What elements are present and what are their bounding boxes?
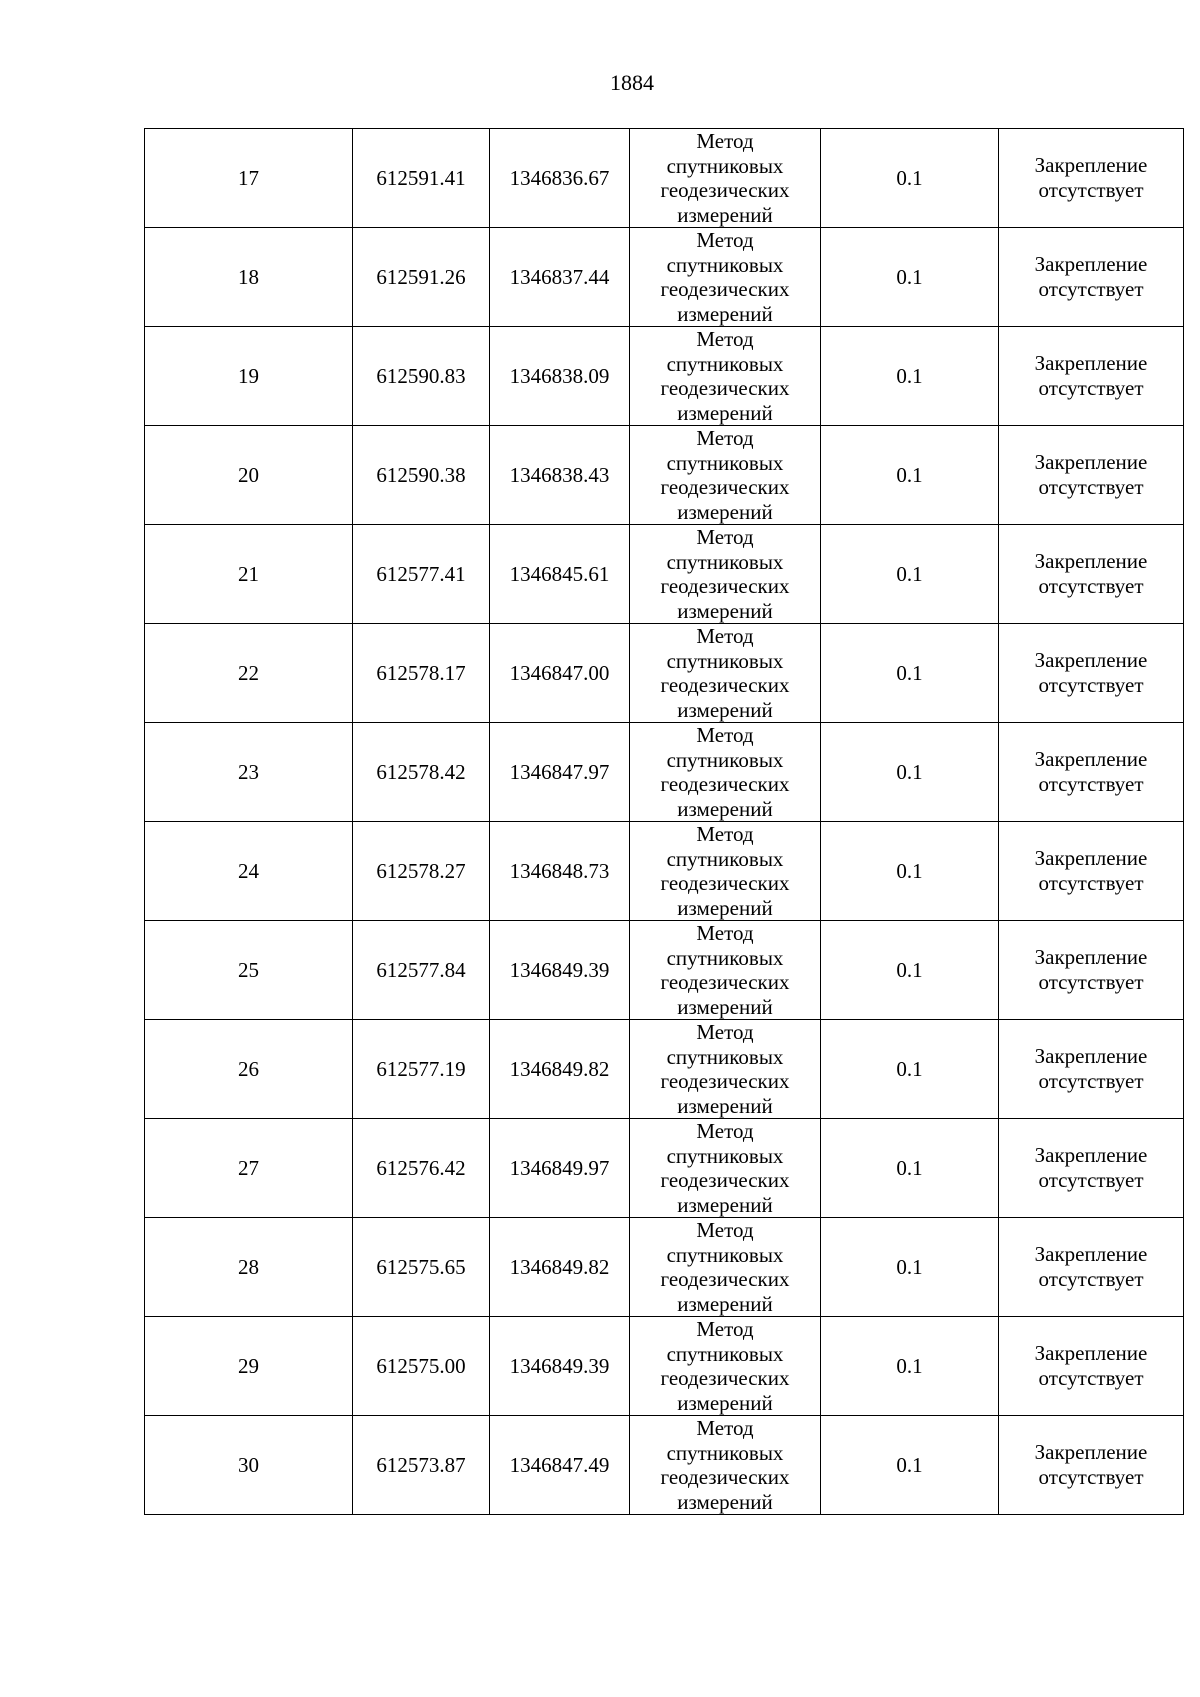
method-line: геодезических — [660, 1069, 790, 1093]
fixation-cell — [999, 624, 1184, 723]
method-line: Метод — [696, 723, 754, 747]
y-coordinate-cell: 1346849.97 — [490, 1119, 630, 1218]
method-line: Метод — [696, 822, 754, 846]
y-coordinate-cell: 1346845.61 — [490, 525, 630, 624]
method-line: спутниковых — [666, 549, 784, 574]
x-coordinate-cell: 612575.00 — [353, 1317, 490, 1416]
method-cell — [630, 921, 821, 1020]
coordinates-table — [144, 128, 1184, 1515]
method-line: геодезических — [660, 1465, 790, 1489]
method-line: Метод — [696, 1218, 754, 1242]
method-line: геодезических — [660, 871, 790, 895]
table-row — [145, 1218, 1184, 1317]
method-line: Метод — [696, 1317, 754, 1341]
fixation-cell — [999, 822, 1184, 921]
method-line: измерений — [677, 301, 773, 326]
method-cell — [630, 723, 821, 822]
method-line: Метод — [696, 426, 754, 450]
accuracy-cell: 0.1 — [821, 327, 999, 426]
method-line: измерений — [677, 1093, 773, 1118]
x-coordinate-cell: 612577.41 — [353, 525, 490, 624]
table-row — [145, 426, 1184, 525]
point-number-cell: 25 — [145, 921, 353, 1020]
y-coordinate-cell: 1346849.82 — [490, 1020, 630, 1119]
accuracy-cell: 0.1 — [821, 129, 999, 228]
method-line: измерений — [677, 994, 773, 1019]
table-row — [145, 327, 1184, 426]
method-cell — [630, 1119, 821, 1218]
method-line: спутниковых — [666, 252, 784, 277]
accuracy-cell: 0.1 — [821, 1416, 999, 1515]
method-line: измерений — [677, 1489, 773, 1514]
table-row — [145, 129, 1184, 228]
fixation-cell — [999, 228, 1184, 327]
fixation-line: Закрепление — [1034, 153, 1148, 177]
fixation-line: отсутствует — [1038, 1168, 1144, 1192]
method-line: спутниковых — [666, 1440, 784, 1465]
method-line: спутниковых — [666, 1143, 784, 1168]
method-line: спутниковых — [666, 846, 784, 871]
method-line: геодезических — [660, 1366, 790, 1390]
point-number-cell: 19 — [145, 327, 353, 426]
fixation-line: отсутствует — [1038, 178, 1144, 202]
fixation-cell — [999, 1317, 1184, 1416]
x-coordinate-cell: 612590.83 — [353, 327, 490, 426]
accuracy-cell: 0.1 — [821, 1218, 999, 1317]
x-coordinate-cell: 612578.42 — [353, 723, 490, 822]
point-number-cell: 28 — [145, 1218, 353, 1317]
method-line: Метод — [696, 525, 754, 549]
method-cell — [630, 624, 821, 723]
fixation-line: Закрепление — [1034, 945, 1148, 969]
method-line: спутниковых — [666, 1044, 784, 1069]
table-row — [145, 822, 1184, 921]
table-row — [145, 1317, 1184, 1416]
point-number-cell: 20 — [145, 426, 353, 525]
point-number-cell: 27 — [145, 1119, 353, 1218]
method-cell — [630, 1317, 821, 1416]
fixation-cell — [999, 921, 1184, 1020]
fixation-line: Закрепление — [1034, 450, 1148, 474]
accuracy-cell: 0.1 — [821, 525, 999, 624]
y-coordinate-cell: 1346849.39 — [490, 921, 630, 1020]
method-line: измерений — [677, 499, 773, 524]
method-line: спутниковых — [666, 648, 784, 673]
method-line: спутниковых — [666, 1341, 784, 1366]
x-coordinate-cell: 612575.65 — [353, 1218, 490, 1317]
method-cell — [630, 327, 821, 426]
x-coordinate-cell: 612577.19 — [353, 1020, 490, 1119]
point-number-cell: 22 — [145, 624, 353, 723]
method-cell — [630, 129, 821, 228]
table-row — [145, 1119, 1184, 1218]
method-line: измерений — [677, 796, 773, 821]
x-coordinate-cell: 612578.27 — [353, 822, 490, 921]
method-line: Метод — [696, 327, 754, 351]
method-line: геодезических — [660, 673, 790, 697]
y-coordinate-cell: 1346849.82 — [490, 1218, 630, 1317]
x-coordinate-cell: 612573.87 — [353, 1416, 490, 1515]
point-number-cell: 23 — [145, 723, 353, 822]
fixation-cell — [999, 426, 1184, 525]
table-row — [145, 723, 1184, 822]
accuracy-cell: 0.1 — [821, 822, 999, 921]
method-line: измерений — [677, 598, 773, 623]
fixation-line: отсутствует — [1038, 574, 1144, 598]
method-line: геодезических — [660, 970, 790, 994]
method-line: Метод — [696, 921, 754, 945]
x-coordinate-cell: 612590.38 — [353, 426, 490, 525]
fixation-line: отсутствует — [1038, 871, 1144, 895]
y-coordinate-cell: 1346847.00 — [490, 624, 630, 723]
method-line: спутниковых — [666, 747, 784, 772]
fixation-cell — [999, 327, 1184, 426]
method-line: геодезических — [660, 1267, 790, 1291]
y-coordinate-cell: 1346837.44 — [490, 228, 630, 327]
y-coordinate-cell: 1346838.43 — [490, 426, 630, 525]
fixation-line: отсутствует — [1038, 970, 1144, 994]
fixation-cell — [999, 1416, 1184, 1515]
fixation-cell — [999, 723, 1184, 822]
accuracy-cell: 0.1 — [821, 1020, 999, 1119]
method-line: измерений — [677, 697, 773, 722]
fixation-line: Закрепление — [1034, 648, 1148, 672]
point-number-cell: 30 — [145, 1416, 353, 1515]
fixation-cell — [999, 1119, 1184, 1218]
y-coordinate-cell: 1346836.67 — [490, 129, 630, 228]
method-line: геодезических — [660, 1168, 790, 1192]
point-number-cell: 21 — [145, 525, 353, 624]
x-coordinate-cell: 612576.42 — [353, 1119, 490, 1218]
fixation-line: отсутствует — [1038, 277, 1144, 301]
fixation-line: отсутствует — [1038, 1366, 1144, 1390]
method-line: Метод — [696, 1416, 754, 1440]
table-row — [145, 921, 1184, 1020]
method-line: измерений — [677, 1192, 773, 1217]
method-line: Метод — [696, 624, 754, 648]
fixation-line: отсутствует — [1038, 475, 1144, 499]
y-coordinate-cell: 1346847.97 — [490, 723, 630, 822]
fixation-line: отсутствует — [1038, 1465, 1144, 1489]
y-coordinate-cell: 1346848.73 — [490, 822, 630, 921]
method-cell — [630, 426, 821, 525]
y-coordinate-cell: 1346838.09 — [490, 327, 630, 426]
method-line: спутниковых — [666, 450, 784, 475]
fixation-cell — [999, 1020, 1184, 1119]
fixation-line: Закрепление — [1034, 1440, 1148, 1464]
fixation-cell — [999, 525, 1184, 624]
method-line: Метод — [696, 1119, 754, 1143]
point-number-cell: 29 — [145, 1317, 353, 1416]
fixation-line: Закрепление — [1034, 351, 1148, 375]
point-number-cell: 24 — [145, 822, 353, 921]
accuracy-cell: 0.1 — [821, 624, 999, 723]
table-row — [145, 1416, 1184, 1515]
x-coordinate-cell: 612591.41 — [353, 129, 490, 228]
method-line: измерений — [677, 895, 773, 920]
method-line: измерений — [677, 1291, 773, 1316]
table-row — [145, 525, 1184, 624]
method-line: геодезических — [660, 178, 790, 202]
method-cell — [630, 228, 821, 327]
y-coordinate-cell: 1346847.49 — [490, 1416, 630, 1515]
method-cell — [630, 1020, 821, 1119]
fixation-line: отсутствует — [1038, 772, 1144, 796]
fixation-line: отсутствует — [1038, 673, 1144, 697]
method-cell — [630, 1218, 821, 1317]
y-coordinate-cell: 1346849.39 — [490, 1317, 630, 1416]
method-line: измерений — [677, 1390, 773, 1415]
accuracy-cell: 0.1 — [821, 1119, 999, 1218]
method-cell — [630, 822, 821, 921]
fixation-line: Закрепление — [1034, 1242, 1148, 1266]
table-row — [145, 1020, 1184, 1119]
accuracy-cell: 0.1 — [821, 921, 999, 1020]
fixation-line: Закрепление — [1034, 1143, 1148, 1167]
fixation-line: Закрепление — [1034, 1044, 1148, 1068]
fixation-cell — [999, 129, 1184, 228]
page-number: 1884 — [610, 70, 654, 95]
fixation-line: отсутствует — [1038, 1069, 1144, 1093]
method-cell — [630, 525, 821, 624]
method-line: геодезических — [660, 772, 790, 796]
x-coordinate-cell: 612578.17 — [353, 624, 490, 723]
fixation-cell — [999, 1218, 1184, 1317]
method-line: спутниковых — [666, 351, 784, 376]
method-line: Метод — [696, 129, 754, 153]
accuracy-cell: 0.1 — [821, 426, 999, 525]
method-line: спутниковых — [666, 153, 784, 178]
fixation-line: отсутствует — [1038, 1267, 1144, 1291]
method-line: измерений — [677, 202, 773, 227]
accuracy-cell: 0.1 — [821, 723, 999, 822]
method-line: геодезических — [660, 277, 790, 301]
fixation-line: Закрепление — [1034, 747, 1148, 771]
method-line: спутниковых — [666, 1242, 784, 1267]
accuracy-cell: 0.1 — [821, 228, 999, 327]
method-cell — [630, 1416, 821, 1515]
x-coordinate-cell: 612577.84 — [353, 921, 490, 1020]
table-row — [145, 228, 1184, 327]
method-line: измерений — [677, 400, 773, 425]
method-line: Метод — [696, 1020, 754, 1044]
point-number-cell: 26 — [145, 1020, 353, 1119]
method-line: спутниковых — [666, 945, 784, 970]
accuracy-cell: 0.1 — [821, 1317, 999, 1416]
fixation-line: отсутствует — [1038, 376, 1144, 400]
method-line: Метод — [696, 228, 754, 252]
coordinates-table-body — [145, 129, 1184, 1515]
fixation-line: Закрепление — [1034, 1341, 1148, 1365]
point-number-cell: 18 — [145, 228, 353, 327]
fixation-line: Закрепление — [1034, 252, 1148, 276]
method-line: геодезических — [660, 475, 790, 499]
fixation-line: Закрепление — [1034, 846, 1148, 870]
x-coordinate-cell: 612591.26 — [353, 228, 490, 327]
table-row — [145, 624, 1184, 723]
fixation-line: Закрепление — [1034, 549, 1148, 573]
method-line: геодезических — [660, 376, 790, 400]
point-number-cell: 17 — [145, 129, 353, 228]
method-line: геодезических — [660, 574, 790, 598]
